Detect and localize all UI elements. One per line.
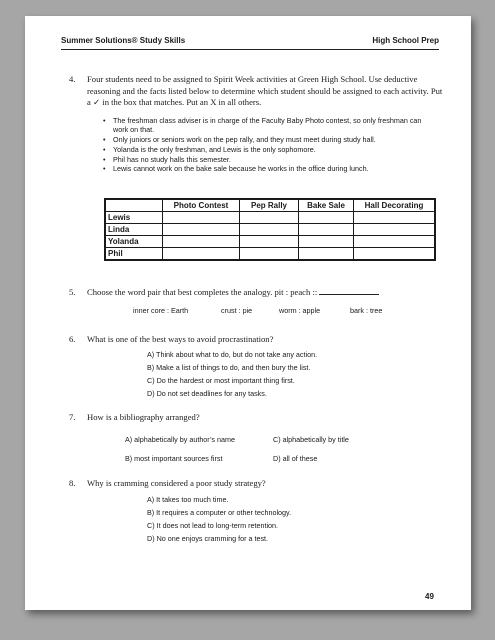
grid-row [105, 248, 435, 261]
question-text: What is one of the best ways to avoid procrastination? [87, 334, 274, 344]
answer-option-b[interactable]: B) Make a list of things to do, and then bury the list. [147, 363, 311, 372]
answer-option-d[interactable]: D) No one enjoys cramming for a test. [147, 534, 269, 543]
grid-row-label: Phil [105, 248, 163, 261]
grid-corner-cell [105, 199, 163, 212]
question-number: 7. [69, 412, 76, 422]
grid-answer-cell[interactable] [354, 248, 436, 261]
grid-row-label: Yolanda [105, 236, 163, 248]
grid-row [105, 212, 435, 224]
clue-item: • Only juniors or seniors work on the pep rally, and they must meet during study hall. [103, 135, 438, 144]
grid-answer-cell[interactable] [354, 212, 436, 224]
grid-column-header: Photo Contest [163, 199, 240, 212]
grid-answer-cell[interactable] [163, 212, 240, 224]
grid-answer-cell[interactable] [163, 224, 240, 236]
grid-row [105, 236, 435, 248]
grid-answer-cell[interactable] [163, 236, 240, 248]
answer-option-a[interactable]: A) Think about what to do, but do not take any action. [147, 350, 318, 359]
grid-answer-cell[interactable] [240, 224, 299, 236]
question-text: Choose the word pair that best completes the analogy. pit : peach :: [87, 287, 318, 297]
analogy-option[interactable]: inner core : Earth [133, 306, 189, 315]
grid-answer-cell[interactable] [299, 236, 354, 248]
grid-answer-cell[interactable] [299, 224, 354, 236]
grid-column-header: Bake Sale [299, 199, 354, 212]
grid-answer-cell[interactable] [240, 236, 299, 248]
grid-column-header: Hall Decorating [354, 199, 436, 212]
grid-row [105, 224, 435, 236]
answer-option-b[interactable]: B) most important sources first [125, 454, 223, 463]
header-right-title: High School Prep [372, 36, 439, 45]
grid-answer-cell[interactable] [354, 236, 436, 248]
header-rule [61, 49, 439, 50]
grid-row-label: Linda [105, 224, 163, 236]
answer-option-c[interactable]: C) It does not lead to long-term retention. [147, 521, 279, 530]
question-text-line [87, 287, 447, 299]
grid-answer-cell[interactable] [299, 248, 354, 261]
grid-answer-cell[interactable] [163, 248, 240, 261]
grid-answer-cell[interactable] [240, 212, 299, 224]
question-number: 6. [69, 334, 76, 344]
question-number: 5. [69, 287, 76, 297]
grid-column-header: Pep Rally [240, 199, 299, 212]
grid-header-row [105, 199, 435, 212]
question-text: Why is cramming considered a poor study strategy? [87, 478, 266, 488]
grid-row-label: Lewis [105, 212, 163, 224]
page-header [61, 36, 439, 45]
clue-list [103, 116, 438, 174]
header-left-title: Summer Solutions® Study Skills [61, 36, 186, 45]
question-text: How is a bibliography arranged? [87, 412, 200, 422]
clue-item: • The freshman class adviser is in charge of the Faculty Baby Photo contest, so only freshman can work on that. [103, 116, 438, 135]
answer-option-a[interactable]: A) It takes too much time. [147, 495, 229, 504]
answer-option-c[interactable]: C) Do the hardest or most important thing first. [147, 376, 295, 385]
logic-grid [104, 198, 436, 261]
answer-option-d[interactable]: D) Do not set deadlines for any tasks. [147, 389, 267, 398]
clue-item: • Yolanda is the only freshman, and Lewis is the only sophomore. [103, 145, 438, 154]
question-number: 4. [69, 74, 76, 84]
answer-blank[interactable] [319, 287, 379, 295]
page-number: 49 [425, 592, 434, 601]
question-number: 8. [69, 478, 76, 488]
analogy-option[interactable]: worm : apple [279, 306, 321, 315]
answer-option-a[interactable]: A) alphabetically by author’s name [125, 435, 236, 444]
answer-option-b[interactable]: B) It requires a computer or other technology. [147, 508, 292, 517]
clue-item: • Phil has no study halls this semester. [103, 155, 438, 164]
analogy-option[interactable]: bark : tree [350, 306, 383, 315]
answer-option-c[interactable]: C) alphabetically by title [273, 435, 349, 444]
worksheet-page [25, 16, 471, 610]
answer-option-d[interactable]: D) all of these [273, 454, 318, 463]
grid-answer-cell[interactable] [354, 224, 436, 236]
clue-item: • Lewis cannot work on the bake sale because he works in the office during lunch. [103, 164, 438, 173]
question-text: Four students need to be assigned to Spirit Week activities at Green High School. Use deductive reasoning and the facts listed below to determine which student should be assigned to each activity. Put a ✓ in the box that matches. Put an X in all others. [87, 74, 443, 107]
grid-answer-cell[interactable] [240, 248, 299, 261]
analogy-option[interactable]: crust : pie [221, 306, 253, 315]
grid-answer-cell[interactable] [299, 212, 354, 224]
